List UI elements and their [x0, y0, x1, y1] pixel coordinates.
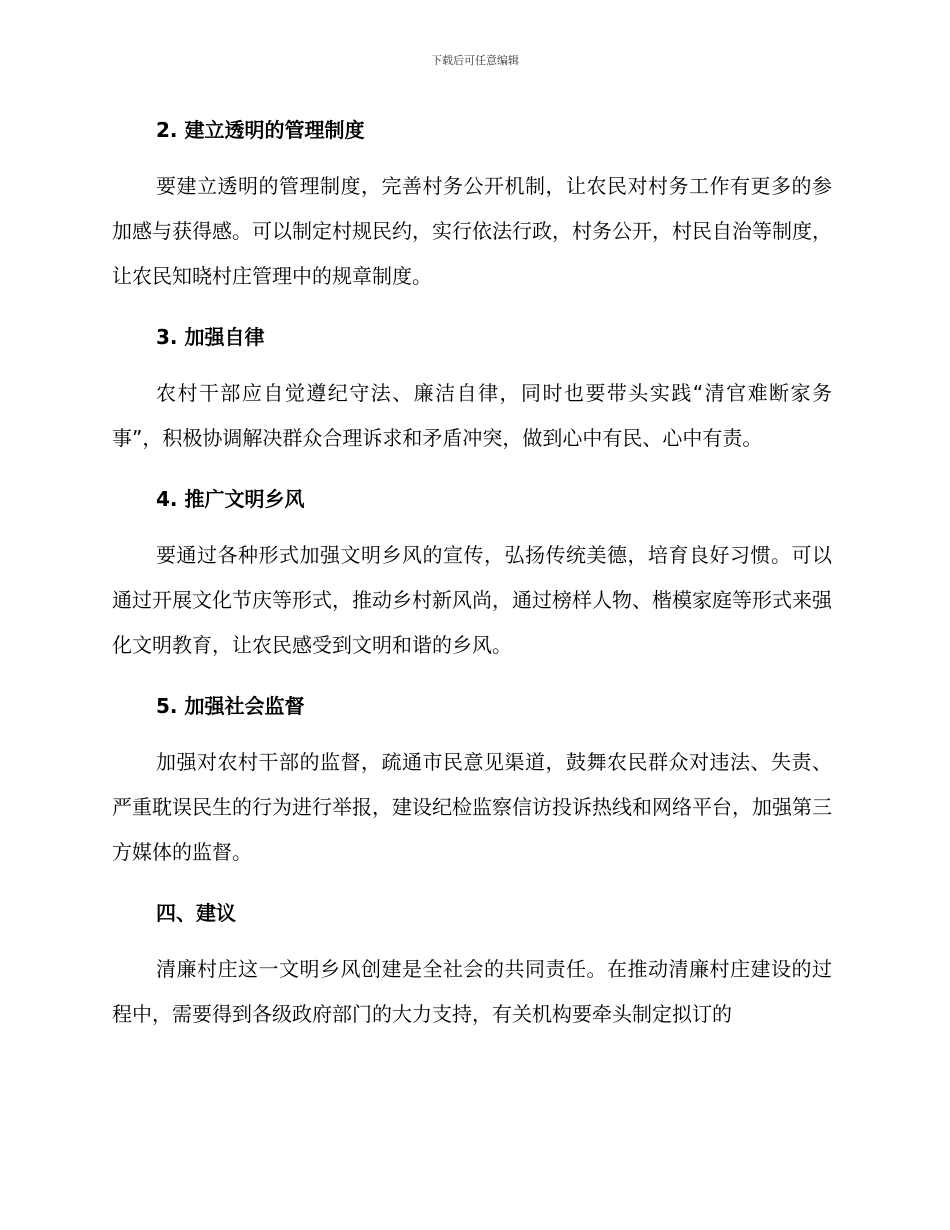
section-paragraph-3: 农村干部应自觉遵纪守法、廉洁自律，同时也要带头实践“清官难断家务事”，积极协调解决群众合理诉求和矛盾冲突，做到心中有民、心中有责。	[112, 381, 832, 450]
section-heading-5: 5. 加强社会监督	[156, 694, 305, 718]
section-paragraph-5: 加强对农村干部的监督，疏通市民意见渠道，鼓舞农民群众对违法、失责、严重耽误民生的行为进行举报，建设纪检监察信访投诉热线和网络平台，加强第三方媒体的监督。	[112, 750, 832, 864]
section-heading-4: 4. 推广文明乡风	[156, 487, 305, 511]
section-paragraph-suggestions: 清廉村庄这一文明乡风创建是全社会的共同责任。在推动清廉村庄建设的过程中，需要得到各级政府部门的大力支持，有关机构要牵头制定拟订的	[112, 957, 832, 1026]
section-heading-2: 2. 建立透明的管理制度	[156, 118, 365, 142]
document-body	[112, 116, 832, 1037]
section-paragraph-2: 要建立透明的管理制度，完善村务公开机制，让农民对村务工作有更多的参加感与获得感。可以制定村规民约，实行依法行政，村务公开，村民自治等制度，让农民知晓村庄管理中的规章制度。	[112, 174, 832, 288]
section-heading-3: 3. 加强自律	[156, 325, 265, 349]
section-heading-suggestions: 四、建议	[156, 901, 236, 925]
page-header: 下载后可任意编辑	[431, 54, 519, 67]
section-paragraph-4: 要通过各种形式加强文明乡风的宣传，弘扬传统美德，培育良好习惯。可以通过开展文化节庆等形式，推动乡村新风尚，通过榜样人物、楷模家庭等形式来强化文明教育，让农民感受到文明和谐的乡风。	[112, 543, 832, 657]
